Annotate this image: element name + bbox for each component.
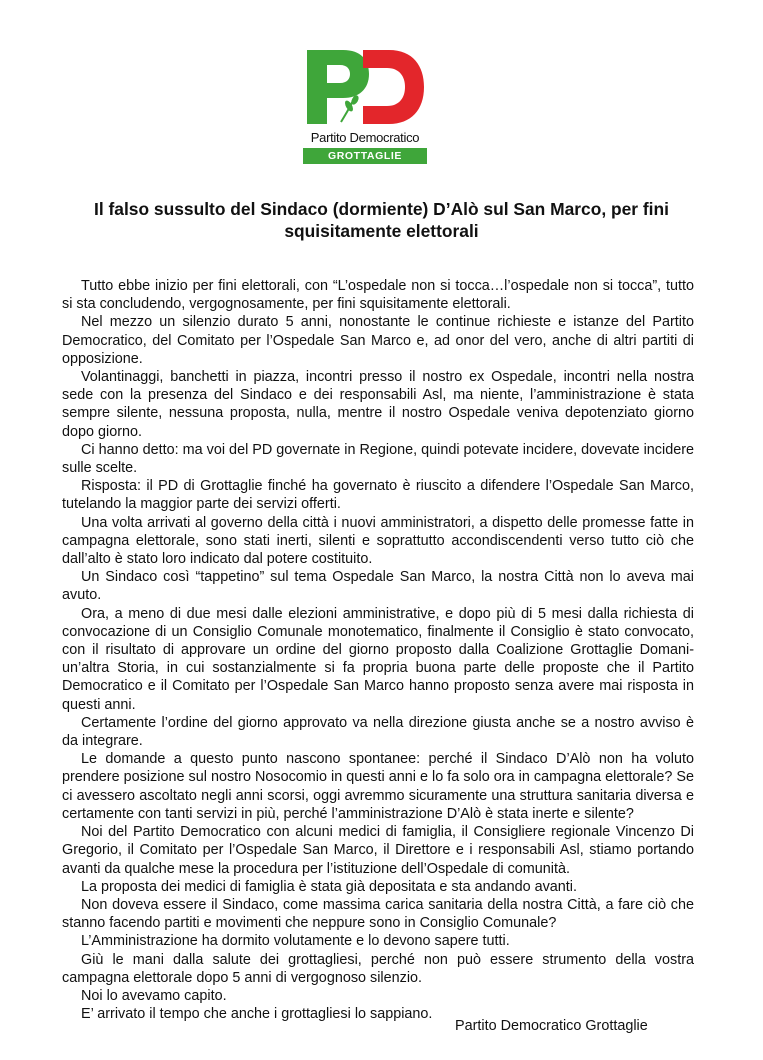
paragraph: Giù le mani dalla salute dei grottagliesi, perché non può essere strumento della vostra campagna elettorale dopo 5 anni di vergognoso silenzio. (62, 951, 694, 986)
paragraph: Noi lo avevamo capito. (81, 987, 227, 1004)
logo-city-banner: GROTTAGLIE (303, 148, 427, 164)
logo-p-shape (307, 50, 369, 124)
paragraph: Certamente l’ordine del giorno approvato va nella direzione giusta anche se a nostro avviso è da integrare. (62, 714, 694, 750)
paragraph: E’ arrivato il tempo che anche i grottagliesi lo sappiano. (81, 1006, 433, 1023)
paragraph: Le domande a questo punto nascono spontanee: perché il Sindaco D’Alò non ha voluto prendere posizione sul nostro Nosocomio in questi anni e lo fa solo ora in campagna elettorale? Se ci avessero ascoltato negli anni scorsi, oggi avremmo sicuramente una struttura sanitaria diversa e certamente con tanti servizi in più, perché l’amministrazione D’Alò è stata inerte e silente? (62, 751, 694, 822)
document-title: Il falso sussulto del Sindaco (dormiente) D’Alò sul San Marco, per fini squisitamente elettorali (94, 199, 669, 241)
paragraph: Una volta arrivati al governo della città i nuovi amministratori, a dispetto delle promesse fatte in campagna elettorale, sono stati inerti, silenti e soprattutto accondiscendenti verso tutto ciò che dall’alto è stato loro indicato dal potere costituito. (62, 514, 694, 568)
paragraph: Non doveva essere il Sindaco, come massima carica sanitaria della nostra Città, a fare ciò che stanno facendo partiti e movimenti che neppure sono in Consiglio Comunale? (62, 896, 694, 932)
paragraph: Ci hanno detto: ma voi del PD governate in Regione, quindi potevate incidere, dovevate incidere sulle scelte. (62, 441, 694, 477)
signature: Partito Democratico Grottaglie (455, 1018, 648, 1034)
paragraph: Nel mezzo un silenzio durato 5 anni, nonostante le continue richieste e istanze del Partito Democratico, del Comitato per l’Ospedale San Marco e, ad onor del vero, anche di altri partiti di opposizione. (62, 314, 694, 367)
pd-logo-mark (303, 48, 427, 126)
paragraph: Ora, a meno di due mesi dalle elezioni amministrative, e dopo più di 5 mesi dalla richiesta di convocazione di un Consiglio Comunale monotematico, finalmente il Consiglio è stato convocato, con il risultato di approvare un ordine del giorno proposto dalla Coalizione Grottaglie Domani-un’altra Storia, in cui sostanzialmente si fa propria buona parte delle proposte che il Partito Democratico e il Comitato per l’Ospedale San Marco hanno proposto senza avere mai risposta in questi anni. (62, 605, 694, 713)
paragraph: La proposta dei medici di famiglia è stata già depositata e sta andando avanti. (81, 878, 577, 895)
paragraph: Un Sindaco così “tappetino” sul tema Ospedale San Marco, la nostra Città non lo aveva mai avuto. (62, 569, 694, 604)
paragraph: Noi del Partito Democratico con alcuni medici di famiglia, il Consigliere regionale Vincenzo Di Gregorio, il Comitato per l’Ospedale San Marco, il Direttore e i responsabili Asl, stiamo portando avanti da qualche mese la procedura per l’istituzione dell’Ospedale di comunità. (62, 824, 694, 877)
document-body (62, 277, 694, 1023)
paragraph: Volantinaggi, banchetti in piazza, incontri presso il nostro ex Ospedale, incontri nella nostra sede con la presenza del Sindaco e dei responsabili Asl, ma niente, l’amministrazione è stata sempre silente, nessuna proposta, nulla, mentre il nostro Ospedale veniva depotenziato giorno dopo giorno. (62, 369, 694, 440)
paragraph: L’Amministrazione ha dormito volutamente e lo devono sapere tutti. (81, 933, 510, 950)
logo-d-shape (363, 50, 424, 124)
logo-brand-text: Partito Democratico (310, 130, 420, 145)
paragraph: Risposta: il PD di Grottaglie finché ha governato è riuscito a difendere l’Ospedale San Marco, tutelando la maggior parte dei servizi offerti. (62, 478, 694, 513)
party-logo (303, 48, 427, 166)
paragraph: Tutto ebbe inizio per fini elettorali, con “L’ospedale non si tocca…l’ospedale non si tocca”, tutto si sta concludendo, vergognosamente, per fini squisitamente elettorali. (62, 278, 694, 313)
